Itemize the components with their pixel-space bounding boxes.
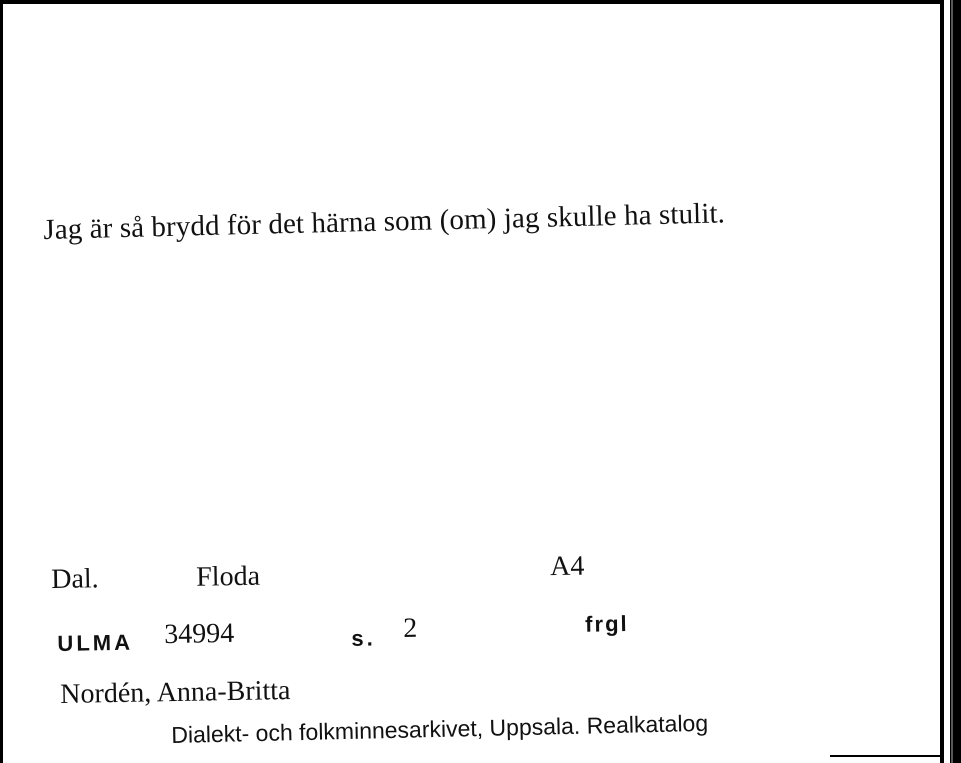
- region-label: Dal.: [51, 563, 99, 595]
- location-row: [51, 550, 585, 596]
- informant-name: Nordén, Anna-Britta: [60, 674, 291, 710]
- page-number: 2: [402, 612, 418, 644]
- card-footer: Dialekt- och folkminnesarkivet, Uppsala. Realkatalog: [171, 709, 709, 748]
- category-label: A4: [549, 550, 585, 583]
- scan-border-right-gap: [944, 0, 950, 763]
- card-text: Jag är så brydd för det härna som (om) jag skulle ha stulit.: [43, 197, 726, 246]
- page-label: s.: [351, 625, 376, 651]
- index-card: [3, 4, 940, 763]
- type-code: frgl: [584, 611, 629, 637]
- archive-label: ULMA: [57, 629, 134, 656]
- archive-number: 34994: [164, 617, 235, 651]
- scan-border-right-line: [951, 0, 953, 763]
- place-label: Floda: [195, 560, 261, 593]
